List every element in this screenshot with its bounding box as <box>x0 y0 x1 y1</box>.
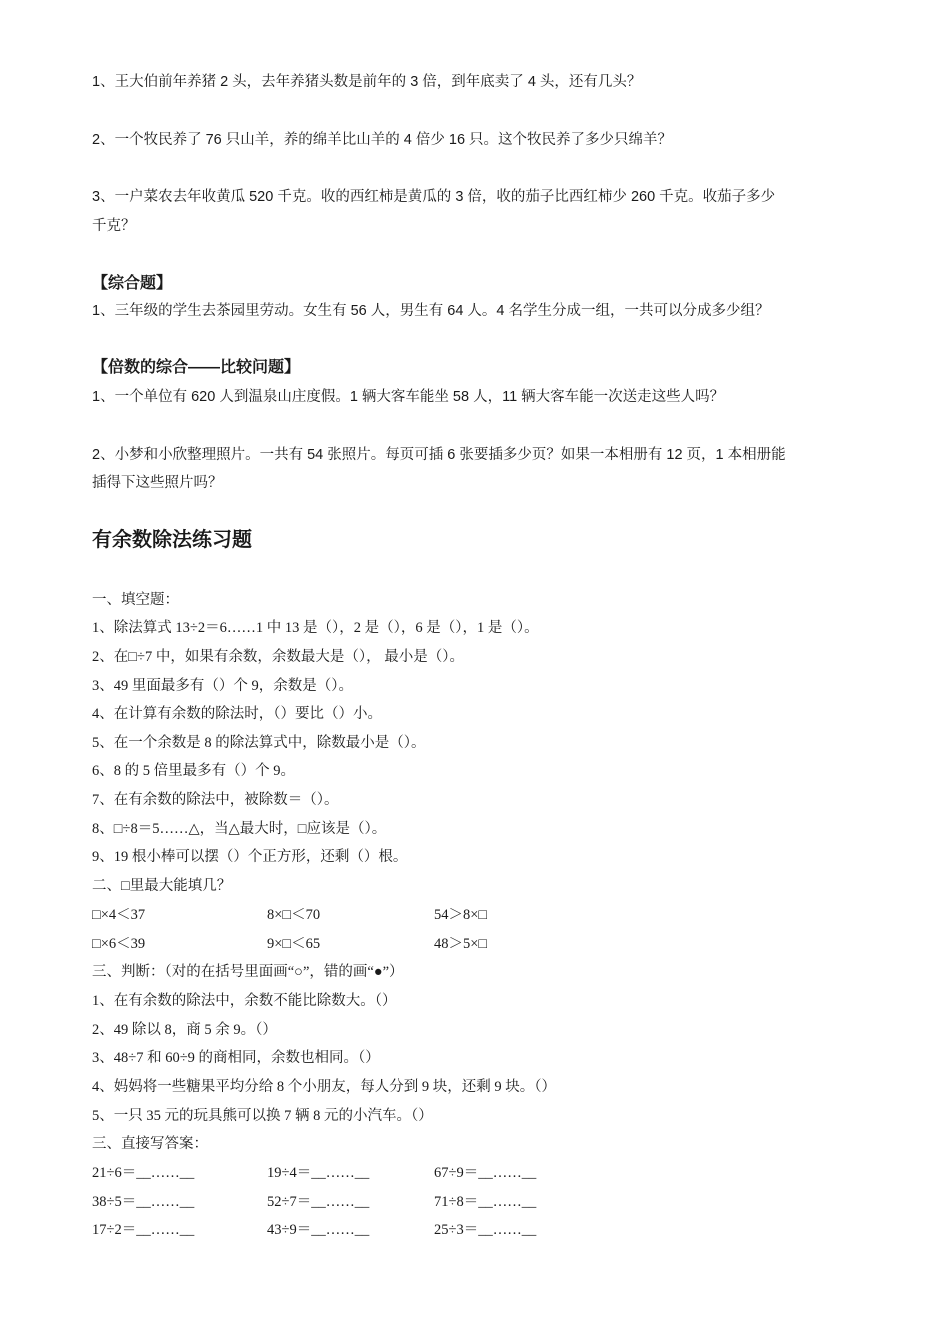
direct-cell: 67÷9＝__……__ <box>434 1165 537 1181</box>
word-problem-2: 2、一个牧民养了 76 只山羊，养的绵羊比山羊的 4 倍少 16 只。这个牧民养了多少只绵羊？ <box>92 132 673 148</box>
judge-item-5: 5、一只 35 元的玩具熊可以换 7 辆 8 元的小汽车。（） <box>92 1108 433 1124</box>
max-fill-cell: □×4＜37 <box>92 907 146 923</box>
multiple-compare-item-2: 2、小梦和小欣整理照片。一共有 54 张照片。每页可插 6 张要插多少页？如果一本相册有 12 页，1 本相册能 <box>92 447 786 463</box>
comprehensive-item-1: 1、三年级的学生去茶园里劳动。女生有 56 人，男生有 64 人。4 名学生分成一组，一共可以分成多少组？ <box>92 303 770 319</box>
fill-item-5: 5、在一个余数是 8 的除法算式中，除数最小是（）。 <box>92 735 426 751</box>
fill-heading: 一、填空题： <box>92 592 179 608</box>
fill-item-8: 8、□÷8＝5……△，当△最大时，□应该是（）。 <box>92 821 387 837</box>
fill-item-9: 9、19 根小棒可以摆（）个正方形，还剩（）根。 <box>92 849 408 865</box>
judge-item-4: 4、妈妈将一些糖果平均分给 8 个小朋友，每人分到 9 块，还剩 9 块。（） <box>92 1079 556 1095</box>
multiple-compare-item-2-cont: 插得下这些照片吗？ <box>92 475 223 491</box>
comprehensive-heading: 【综合题】 <box>92 275 173 292</box>
word-problem-3: 3、一户菜农去年收黄瓜 520 千克。收的西红柿是黄瓜的 3 倍，收的茄子比西红柿少 260 千克。收茄子多少 <box>92 189 776 205</box>
judge-heading: 三、判断：（对的在括号里面画“○”，错的画“●”） <box>92 964 404 980</box>
multiple-compare-heading: 【倍数的综合——比较问题】 <box>92 359 301 376</box>
direct-cell: 43÷9＝__……__ <box>267 1222 370 1238</box>
judge-item-1: 1、在有余数的除法中，余数不能比除数大。（） <box>92 993 397 1009</box>
fill-item-6: 6、8 的 5 倍里最多有（）个 9。 <box>92 763 295 779</box>
direct-heading: 三、直接写答案： <box>92 1136 208 1152</box>
direct-cell: 17÷2＝__……__ <box>92 1222 195 1238</box>
judge-item-3: 3、48÷7 和 60÷9 的商相同，余数也相同。（） <box>92 1050 380 1066</box>
direct-cell: 52÷7＝__……__ <box>267 1194 370 1210</box>
fill-item-1: 1、除法算式 13÷2＝6……1 中 13 是（），2 是（），6 是（），1 是（）。 <box>92 620 539 636</box>
max-fill-cell: □×6＜39 <box>92 936 146 952</box>
page-title: 有余数除法练习题 <box>92 529 252 551</box>
fill-item-3: 3、49 里面最多有（）个 9，余数是（）。 <box>92 678 353 694</box>
direct-cell: 71÷8＝__……__ <box>434 1194 537 1210</box>
judge-item-2: 2、49 除以 8，商 5 余 9。（） <box>92 1022 277 1038</box>
direct-cell: 38÷5＝__……__ <box>92 1194 195 1210</box>
fill-item-2: 2、在□÷7 中，如果有余数，余数最大是（）， 最小是（）。 <box>92 649 464 665</box>
direct-cell: 19÷4＝__……__ <box>267 1165 370 1181</box>
max-fill-heading: 二、□里最大能填几？ <box>92 878 232 894</box>
multiple-compare-item-1: 1、一个单位有 620 人到温泉山庄度假。1 辆大客车能坐 58 人，11 辆大客车能一次送走这些人吗？ <box>92 389 725 405</box>
direct-cell: 21÷6＝__……__ <box>92 1165 195 1181</box>
fill-item-4: 4、在计算有余数的除法时，（）要比（）小。 <box>92 706 382 722</box>
word-problem-3-cont: 千克？ <box>92 218 136 234</box>
fill-item-7: 7、在有余数的除法中，被除数＝（）。 <box>92 792 339 808</box>
word-problem-1: 1、王大伯前年养猪 2 头，去年养猪头数是前年的 3 倍，到年底卖了 4 头，还有几头？ <box>92 74 642 90</box>
max-fill-cell: 8×□＜70 <box>267 907 321 923</box>
max-fill-cell: 48＞5×□ <box>434 936 488 952</box>
direct-cell: 25÷3＝__……__ <box>434 1222 537 1238</box>
max-fill-cell: 54＞8×□ <box>434 907 488 923</box>
max-fill-cell: 9×□＜65 <box>267 936 321 952</box>
